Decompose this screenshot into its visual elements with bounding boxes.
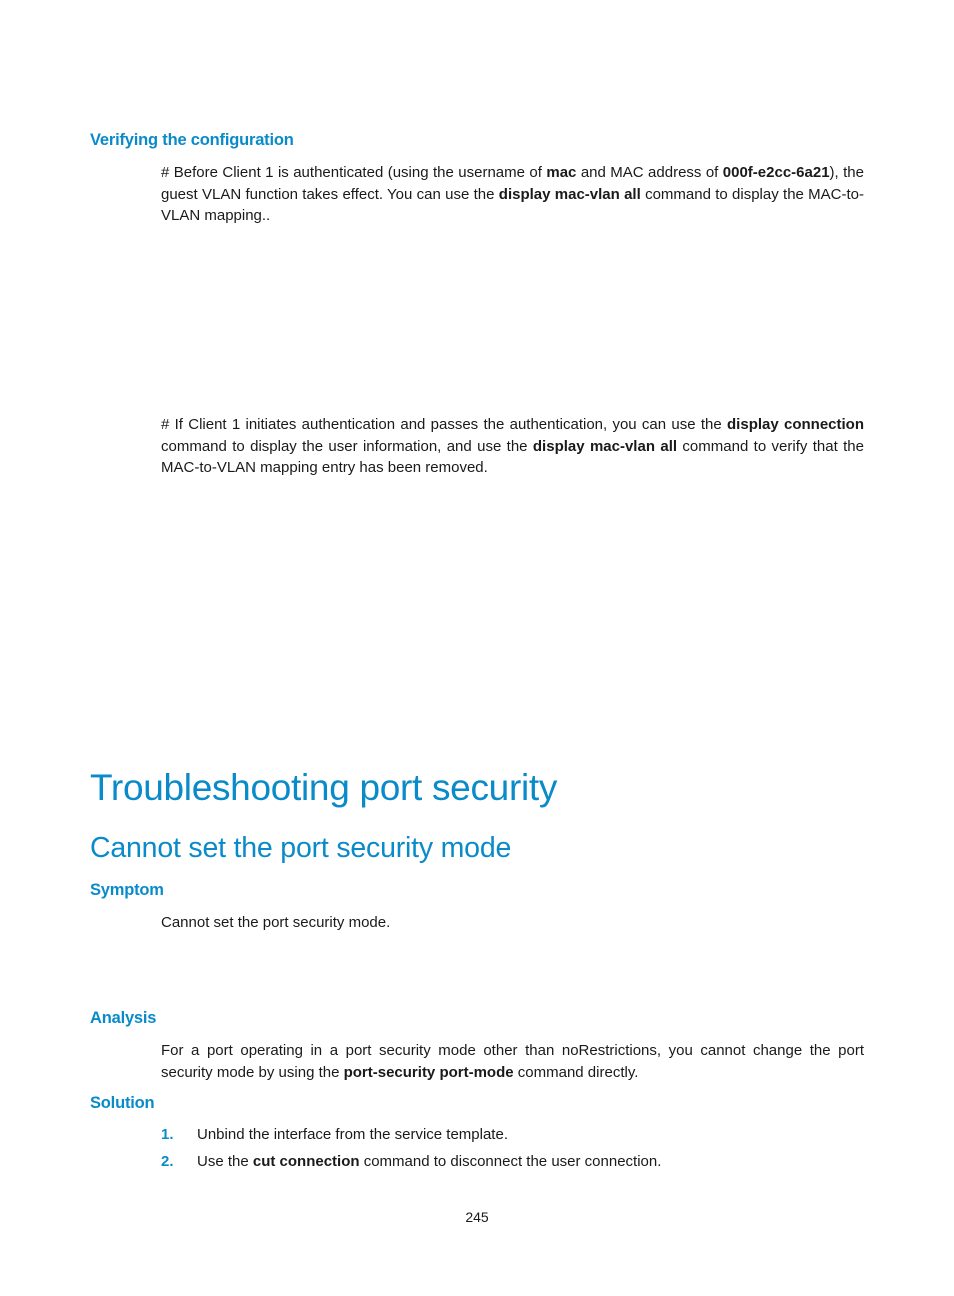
solution-step-1: 1. Unbind the interface from the service template. (161, 1126, 508, 1143)
mac-address: 000f-e2cc-6a21 (722, 164, 830, 181)
solution-heading: Solution (90, 1094, 155, 1112)
section-heading-verifying: Verifying the configuration (90, 131, 294, 149)
chapter-title: Troubleshooting port security (90, 767, 558, 808)
command-cut-connection: cut connection (252, 1153, 360, 1170)
username-mac: mac (546, 164, 577, 181)
step-number: 1. (161, 1126, 174, 1143)
verify-paragraph-after-auth: # If Client 1 initiates authentication and passes the authentication, you can use the display connection command to display the user information, and use the display mac-vlan all command to verify that the MAC-to-VLAN mapping entry has been removed. (161, 416, 864, 476)
solution-step-2: 2. Use the cut connection command to disconnect the user connection. (161, 1153, 662, 1170)
command-display-mac-vlan: display mac-vlan all (532, 437, 678, 455)
verify-paragraph-before-auth: # Before Client 1 is authenticated (using the username of mac and MAC address of 000f-e2cc-6a21), the guest VLAN function takes effect. You can use the display mac-vlan all command to display the MAC-to-VLAN mapping.. (161, 164, 865, 224)
step-number: 2. (161, 1153, 174, 1170)
page-number: 245 (465, 1209, 489, 1225)
analysis-text: For a port operating in a port security mode other than noRestrictions, you cannot change the port security mode by using the port-security port-mode command directly. (161, 1042, 864, 1081)
analysis-heading: Analysis (90, 1009, 157, 1027)
command-display-mac-vlan: display mac-vlan all (498, 185, 641, 203)
symptom-heading: Symptom (90, 881, 164, 899)
command-port-security-port-mode: port-security port-mode (343, 1063, 514, 1081)
subsection-title: Cannot set the port security mode (90, 832, 512, 864)
command-display-connection: display connection (727, 416, 864, 433)
symptom-text: Cannot set the port security mode. (161, 914, 391, 931)
